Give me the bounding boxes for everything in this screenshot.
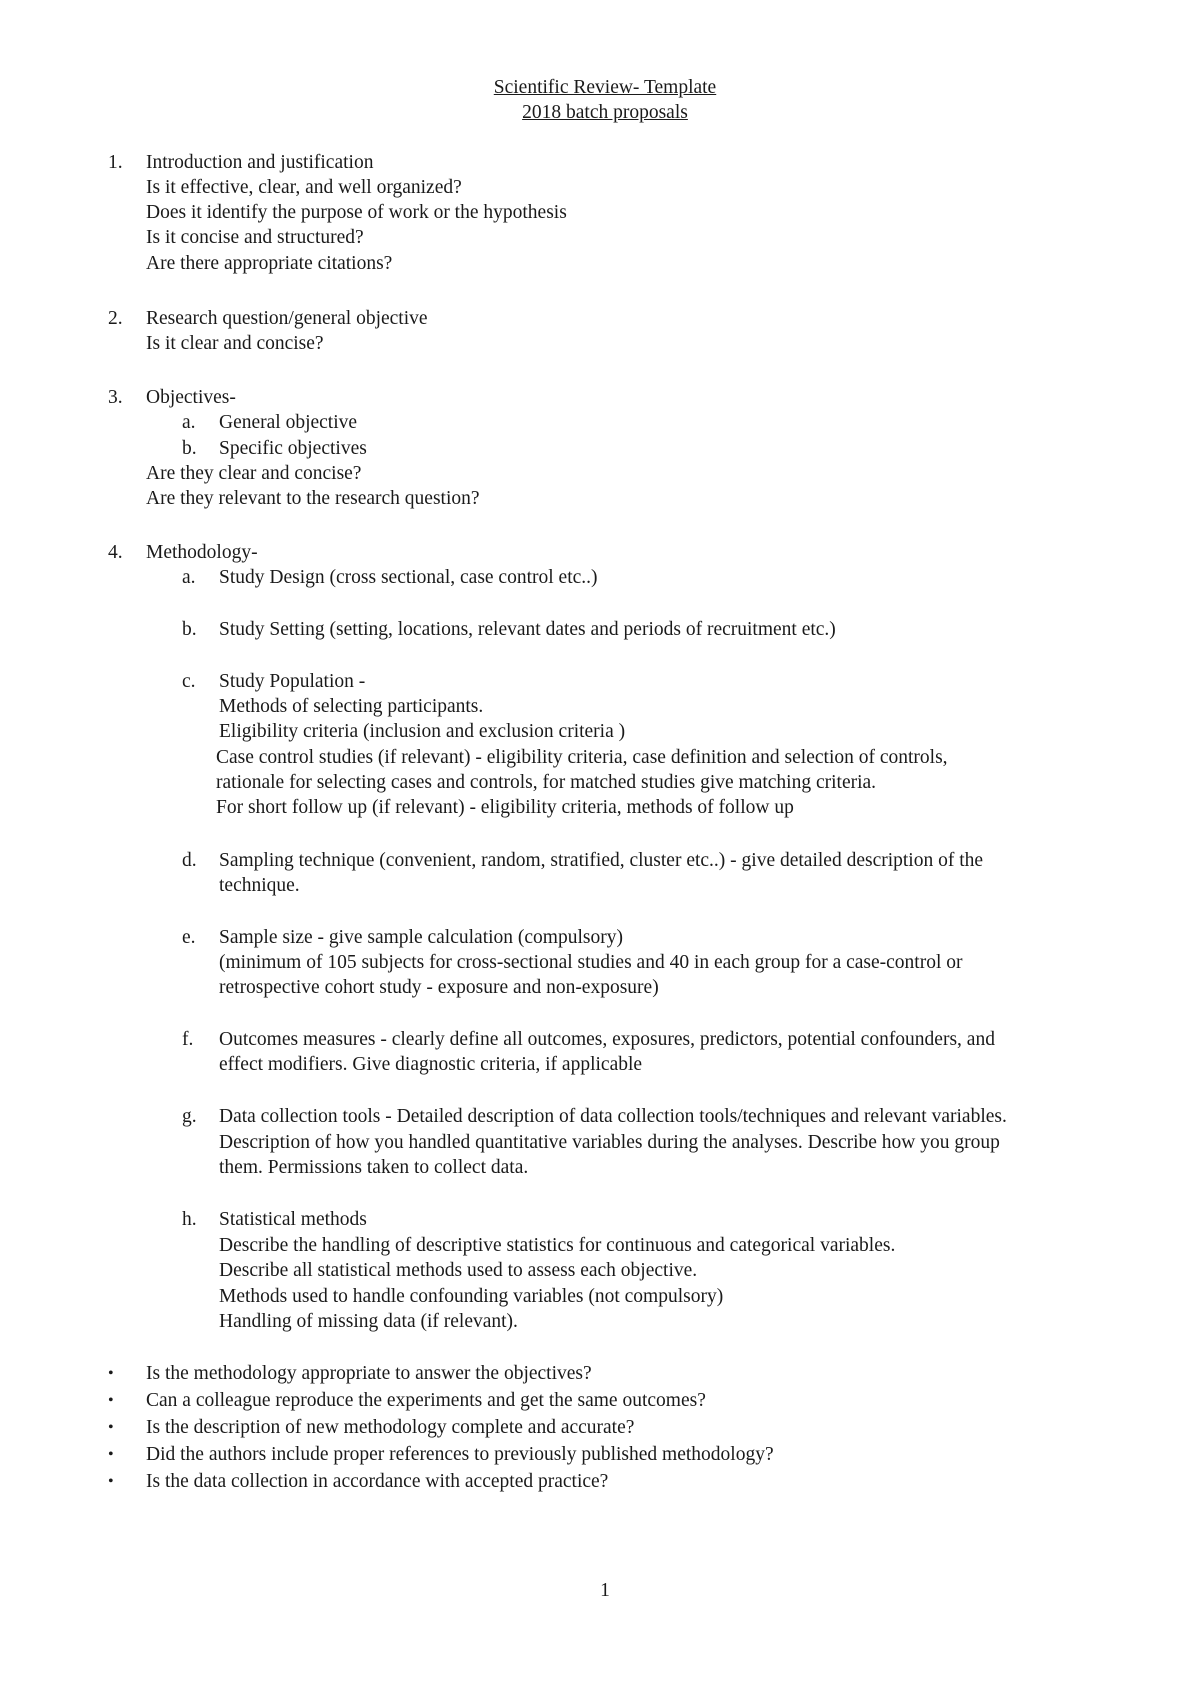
list-item-line: Case control studies (if relevant) - eligibility criteria, case definition and selection of controls, — [216, 747, 948, 768]
bullet-item: Is the data collection in accordance with accepted practice? — [146, 1471, 609, 1492]
list-marker: a. — [182, 567, 196, 588]
section-heading: Introduction and justification — [146, 152, 374, 173]
section-line: Is it concise and structured? — [146, 227, 364, 248]
bullet-icon: • — [108, 1419, 114, 1436]
section-line: Are they clear and concise? — [146, 463, 362, 484]
list-item: Sample size - give sample calculation (compulsory) — [219, 927, 623, 948]
list-item: Sampling technique (convenient, random, stratified, cluster etc..) - give detailed description of the — [219, 850, 984, 871]
section-heading: Methodology- — [146, 542, 258, 563]
bullet-icon: • — [108, 1365, 114, 1382]
list-item: Statistical methods — [219, 1209, 367, 1230]
list-item-line: technique. — [219, 875, 300, 896]
list-marker: b. — [182, 619, 197, 640]
document-subtitle: 2018 batch proposals — [522, 102, 688, 123]
bullet-item: Is the description of new methodology complete and accurate? — [146, 1417, 635, 1438]
list-item-line: effect modifiers. Give diagnostic criteria, if applicable — [219, 1054, 643, 1075]
list-item-line: (minimum of 105 subjects for cross-sectional studies and 40 in each group for a case-control or — [219, 952, 963, 973]
section-line: Are there appropriate citations? — [146, 253, 393, 274]
list-item-line: Methods used to handle confounding variables (not compulsory) — [219, 1286, 724, 1307]
bullet-icon: • — [108, 1473, 114, 1490]
list-item-line: Handling of missing data (if relevant). — [219, 1311, 518, 1332]
list-marker: d. — [182, 850, 197, 871]
section-line: Is it effective, clear, and well organized? — [146, 177, 462, 198]
list-item-line: them. Permissions taken to collect data. — [219, 1157, 529, 1178]
section-number: 1. — [108, 152, 123, 173]
list-item-line: Methods of selecting participants. — [219, 696, 484, 717]
list-item-line: Describe the handling of descriptive statistics for continuous and categorical variables. — [219, 1235, 896, 1256]
section-number: 4. — [108, 542, 123, 563]
list-marker: f. — [182, 1029, 194, 1050]
list-marker: h. — [182, 1209, 197, 1230]
list-item-line: retrospective cohort study - exposure and non-exposure) — [219, 977, 659, 998]
list-item-line: Describe all statistical methods used to assess each objective. — [219, 1260, 698, 1281]
list-marker: g. — [182, 1106, 197, 1127]
list-item-line: For short follow up (if relevant) - eligibility criteria, methods of follow up — [216, 797, 794, 818]
list-item: Outcomes measures - clearly define all outcomes, exposures, predictors, potential confounders, and — [219, 1029, 995, 1050]
list-item: Study Population - — [219, 671, 366, 692]
section-number: 2. — [108, 308, 123, 329]
section-line: Are they relevant to the research question? — [146, 488, 480, 509]
section-line: Does it identify the purpose of work or the hypothesis — [146, 202, 567, 223]
bullet-item: Is the methodology appropriate to answer the objectives? — [146, 1363, 592, 1384]
list-item: Study Setting (setting, locations, relevant dates and periods of recruitment etc.) — [219, 619, 836, 640]
section-number: 3. — [108, 387, 123, 408]
list-marker: a. — [182, 412, 196, 433]
list-marker: e. — [182, 927, 196, 948]
list-item: Study Design (cross sectional, case control etc..) — [219, 567, 598, 588]
list-item: General objective — [219, 412, 358, 433]
list-item: Specific objectives — [219, 438, 367, 459]
bullet-item: Can a colleague reproduce the experiments and get the same outcomes? — [146, 1390, 706, 1411]
section-heading: Objectives- — [146, 387, 236, 408]
bullet-icon: • — [108, 1392, 114, 1409]
list-marker: b. — [182, 438, 197, 459]
list-marker: c. — [182, 671, 196, 692]
section-heading: Research question/general objective — [146, 308, 428, 329]
page-number: 1 — [600, 1580, 610, 1601]
list-item: Data collection tools - Detailed description of data collection tools/techniques and relevant variables. — [219, 1106, 1007, 1127]
list-item-line: Description of how you handled quantitative variables during the analyses. Describe how you group — [219, 1132, 1000, 1153]
list-item-line: Eligibility criteria (inclusion and exclusion criteria ) — [219, 721, 626, 742]
document-title: Scientific Review- Template — [493, 77, 717, 98]
list-item-line: rationale for selecting cases and controls, for matched studies give matching criteria. — [216, 772, 877, 793]
bullet-item: Did the authors include proper references to previously published methodology? — [146, 1444, 774, 1465]
section-line: Is it clear and concise? — [146, 333, 324, 354]
bullet-icon: • — [108, 1446, 114, 1463]
